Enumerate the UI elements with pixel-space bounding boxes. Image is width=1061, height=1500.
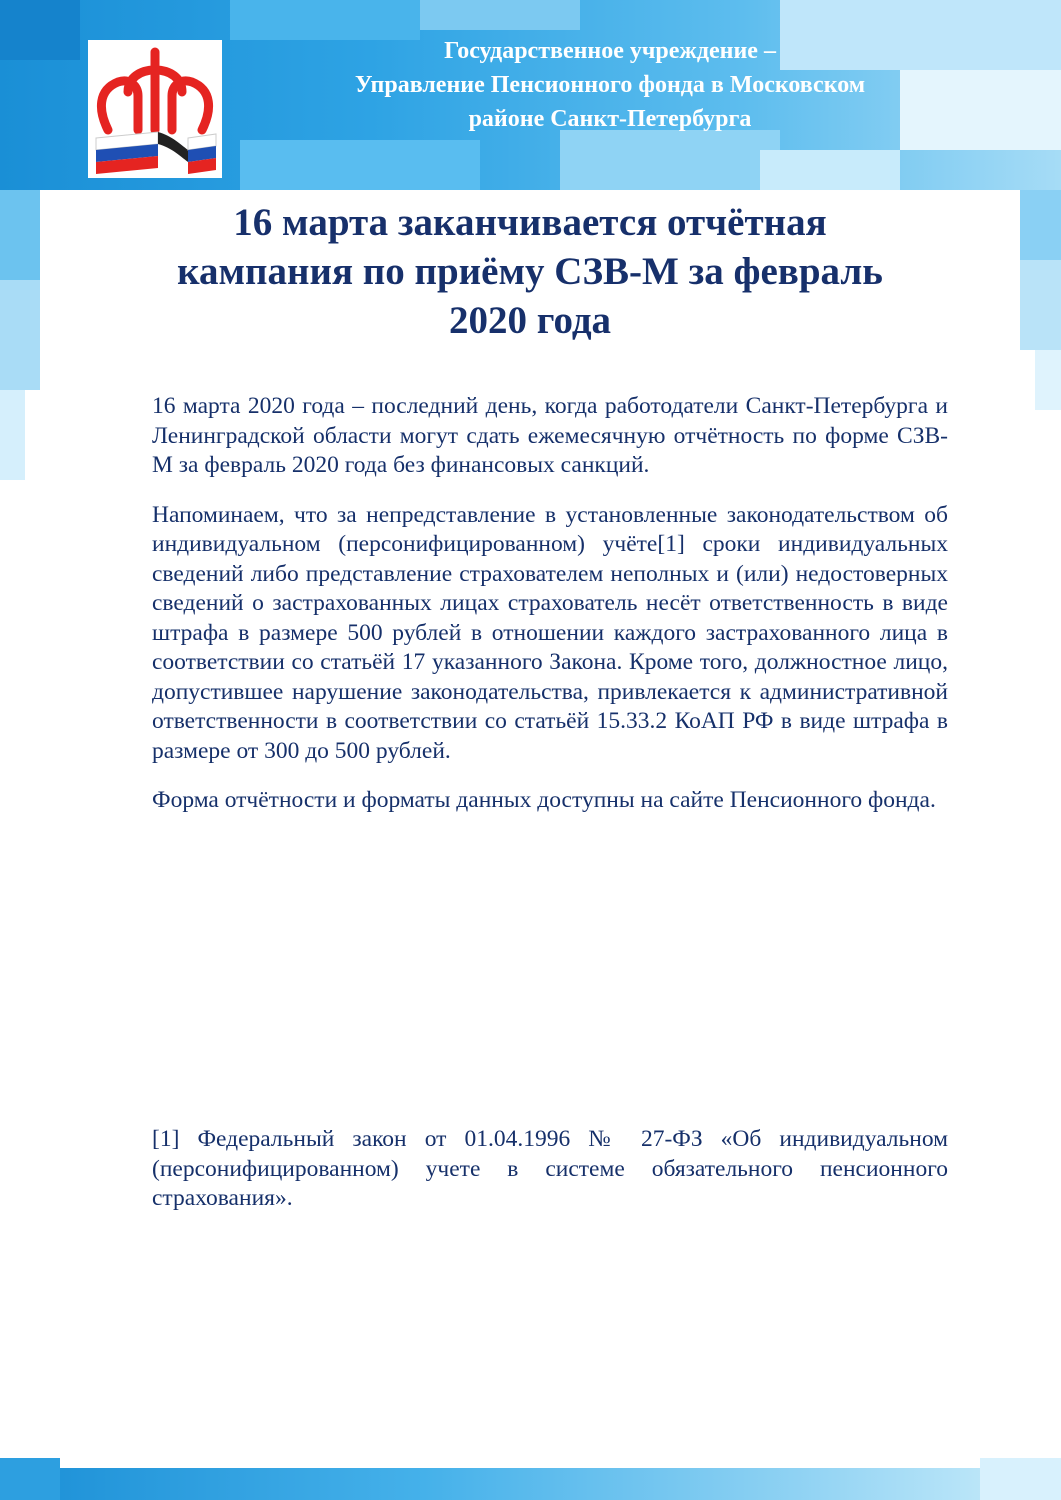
- mosaic-tile: [0, 0, 80, 60]
- footnote: [1] Федеральный закон от 01.04.1996 № 27-ФЗ «Об индивидуальном (персонифицированном) учете в системе обязательного пенсионного страхования».: [152, 1126, 948, 1211]
- page-title: [120, 198, 940, 345]
- pfr-logo-icon: [88, 40, 222, 178]
- mosaic-tile: [420, 0, 580, 30]
- paragraph: Напоминаем, что за непредставление в установленные законодательством об индивидуальном (персонифицированном) учёте[1] сроки индивидуальных сведений либо представление страхователем неполных и (или) недостоверных сведений о застрахованных лицах страхователь несёт ответственность в виде штрафа в размере 500 рублей в отношении каждого застрахованного лица в соответствии со статьёй 17 указанного Закона. Кроме того, должностное лицо, допустившее нарушение законодательства, привлекается к административной ответственности в соответствии со статьёй 15.33.2 КоАП РФ в виде штрафа в размере от 300 до 500 рублей.: [152, 501, 948, 764]
- article-body: [152, 392, 948, 836]
- org-line-3: районе Санкт-Петербурга: [468, 106, 752, 132]
- organization-header: [260, 34, 960, 136]
- title-line-1: 16 марта заканчивается отчётная: [233, 201, 827, 244]
- mosaic-tile: [760, 150, 900, 190]
- title-line-3: 2020 года: [448, 299, 612, 342]
- mosaic-tile: [240, 140, 480, 190]
- mosaic-tile: [560, 130, 780, 190]
- mosaic-tile: [1020, 260, 1061, 350]
- paragraph: 16 марта 2020 года – последний день, когда работодатели Санкт-Петербурга и Ленинградской области могут сдать ежемесячную отчётность по форме СЗВ-М за февраль 2020 года без финансовых санкций.: [152, 393, 948, 478]
- pfr-emblem-icon: [88, 40, 222, 178]
- mosaic-tile: [0, 1458, 60, 1500]
- svg-text:1: 1: [149, 74, 161, 94]
- mosaic-tile: [1020, 190, 1061, 260]
- mosaic-tile: [0, 390, 25, 480]
- mosaic-tile: [0, 190, 40, 280]
- mosaic-tile: [1035, 350, 1061, 410]
- title-line-2: кампания по приёму СЗВ-М за февраль: [177, 250, 883, 293]
- paragraph: Форма отчётности и форматы данных доступны на сайте Пенсионного фонда.: [152, 787, 936, 813]
- footer-band: [0, 1468, 1061, 1500]
- mosaic-tile: [0, 280, 40, 390]
- org-line-1: Государственное учреждение –: [444, 38, 776, 64]
- org-line-2: Управление Пенсионного фонда в Московском: [354, 72, 866, 98]
- mosaic-tile: [980, 1458, 1061, 1500]
